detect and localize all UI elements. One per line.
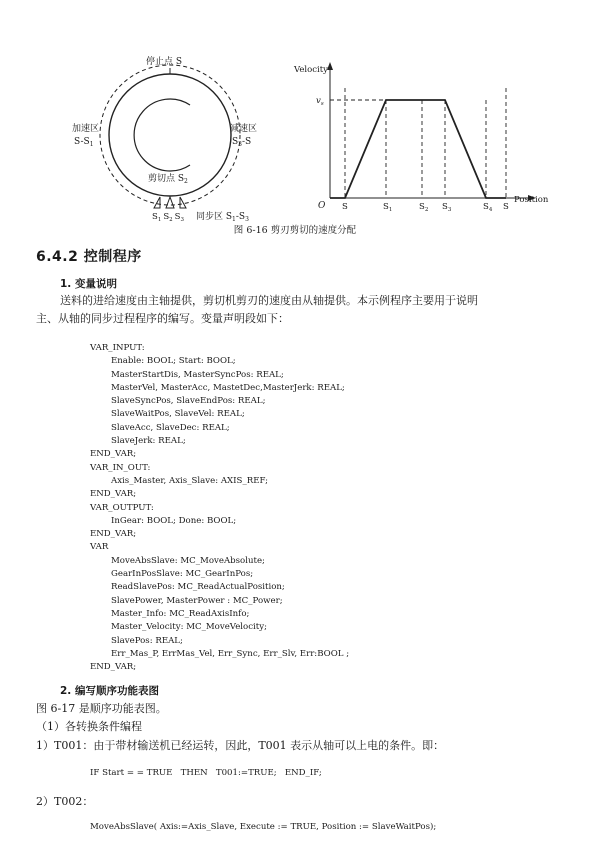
code-line: MasterVel, MasterAcc, MastetDec,MasterJerk: REAL; [111, 382, 345, 393]
vs-label: v [316, 96, 321, 106]
code-line: SlaveWaitPos, SlaveVel: REAL; [111, 409, 245, 420]
cutter-blades [154, 197, 186, 208]
x-tick-label: $S_3$ [442, 202, 452, 213]
text-transition-heading: （1）各转换条件编程 [36, 720, 142, 733]
code-line: VAR_INPUT: [90, 343, 145, 353]
code-line: GearInPosSlave: MC_GearInPos; [111, 569, 254, 580]
cut-point-label: 剪切点 S [148, 174, 185, 184]
code-line: Master_Velocity: MC_MoveVelocity; [111, 622, 267, 633]
x-tick-label: S [503, 202, 509, 212]
code-line: SlavePos: REAL; [111, 635, 183, 646]
outer-dashed-circle [100, 65, 240, 205]
paragraph-line-1: 送料的进给速度由主轴提供，剪切机剪刃的速度由从轴提供。本示例程序主要用于说明 [60, 294, 478, 307]
position-axis-label: Position [514, 195, 549, 205]
accel-zone-range: S-S [74, 137, 90, 147]
code-line: Err_Mas_P, ErrMas_Vel, Err_Sync, Err_Slv, Err:BOOL ; [111, 648, 350, 659]
subsection-sfc: 2. 编写顺序功能表图 [60, 685, 159, 697]
x-tick-label: $S_4$ [483, 202, 493, 213]
svg-text:S3-S: $S_3-S$ [232, 137, 252, 148]
sync-zone-label: 同步区 S [196, 212, 233, 222]
code-line: SlaveAcc, SlaveDec: REAL; [111, 422, 230, 433]
code-line: Master_Info: MC_ReadAxisInfo; [111, 608, 250, 619]
x-tick-label: $S_1$ [383, 202, 393, 213]
paragraph-line-2: 主、从轴的同步过程程序的编写。变量声明段如下： [36, 312, 289, 325]
svg-text:剪切点 S2: 剪切点 $S_2$ [148, 174, 188, 185]
code-line: SlavePower, MasterPower : MC_Power; [111, 595, 283, 606]
cutter-circle-diagram [50, 50, 290, 223]
section-heading: 6.4.2 控制程序 [36, 249, 142, 265]
code-line: Axis_Master, Axis_Slave: AXIS_REF; [111, 475, 269, 486]
code-line: SlaveSyncPos, SlaveEndPos: REAL; [111, 396, 266, 407]
code-line: END_VAR; [90, 662, 137, 673]
svg-text:vs: $v_s$ [316, 96, 324, 107]
y-axis-title: Velocity [294, 65, 328, 75]
variable-declaration-code [90, 342, 349, 674]
text-t001: 1）T001：由于带材输送机已经运转，因此，T001 表示从轴可以上电的条件。即： [36, 739, 445, 752]
code-line: InGear: BOOL; Done: BOOL; [111, 515, 237, 526]
code-line: MoveAbsSlave: MC_MoveAbsolute; [111, 555, 265, 566]
x-tick-label: S [342, 202, 348, 212]
code-line: ReadSlavePos: MC_ReadActualPosition; [111, 582, 285, 593]
velocity-profile [330, 100, 506, 198]
subsection-variables: 1. 变量说明 [60, 278, 117, 290]
code-line: SlaveJerk: REAL; [111, 436, 186, 447]
code-t001: IF Start = = TRUE THEN T001:=TRUE; END_IF; [90, 768, 322, 778]
accel-zone-label: 加速区 [72, 124, 100, 134]
svg-text:同步区 S1-S3: 同步区 $S_1-S_3$ [196, 212, 249, 223]
code-line: END_VAR; [90, 489, 137, 500]
svg-text:S-S1: $S-S_1$ [74, 137, 94, 148]
code-line: VAR [90, 542, 109, 553]
x-tick-label: $S_2$ [419, 202, 429, 213]
decel-zone-range: S [232, 137, 239, 147]
code-line: END_VAR; [90, 529, 137, 540]
code-line: VAR_IN_OUT: [90, 462, 151, 473]
code-line: VAR_OUTPUT: [90, 502, 154, 513]
code-line: Enable: BOOL; Start: BOOL; [111, 356, 236, 367]
text-t002: 2）T002： [36, 795, 94, 808]
text-figure-ref: 图 6-17 是顺序功能表图。 [36, 702, 167, 715]
position-guides [345, 88, 506, 198]
code-line: MasterStartDis, MasterSyncPos: REAL; [111, 369, 284, 380]
bottom-s-labels: $S_1$ $S_2$ $S_3$ [152, 212, 184, 223]
code-t002: MoveAbsSlave( Axis:=Axis_Slave, Execute := TRUE, Position := SlaveWaitPos); [90, 822, 437, 832]
decel-zone-label: 减速区 [230, 124, 258, 134]
stop-point-label: 停止点 S [146, 57, 183, 67]
code-line: END_VAR; [90, 449, 137, 460]
rotation-arc [134, 99, 190, 171]
figure-caption: 图 6-16 剪刃剪切的速度分配 [233, 225, 357, 236]
velocity-chart [294, 58, 560, 213]
origin-label: O [318, 201, 326, 211]
x-tick-labels [342, 202, 509, 213]
